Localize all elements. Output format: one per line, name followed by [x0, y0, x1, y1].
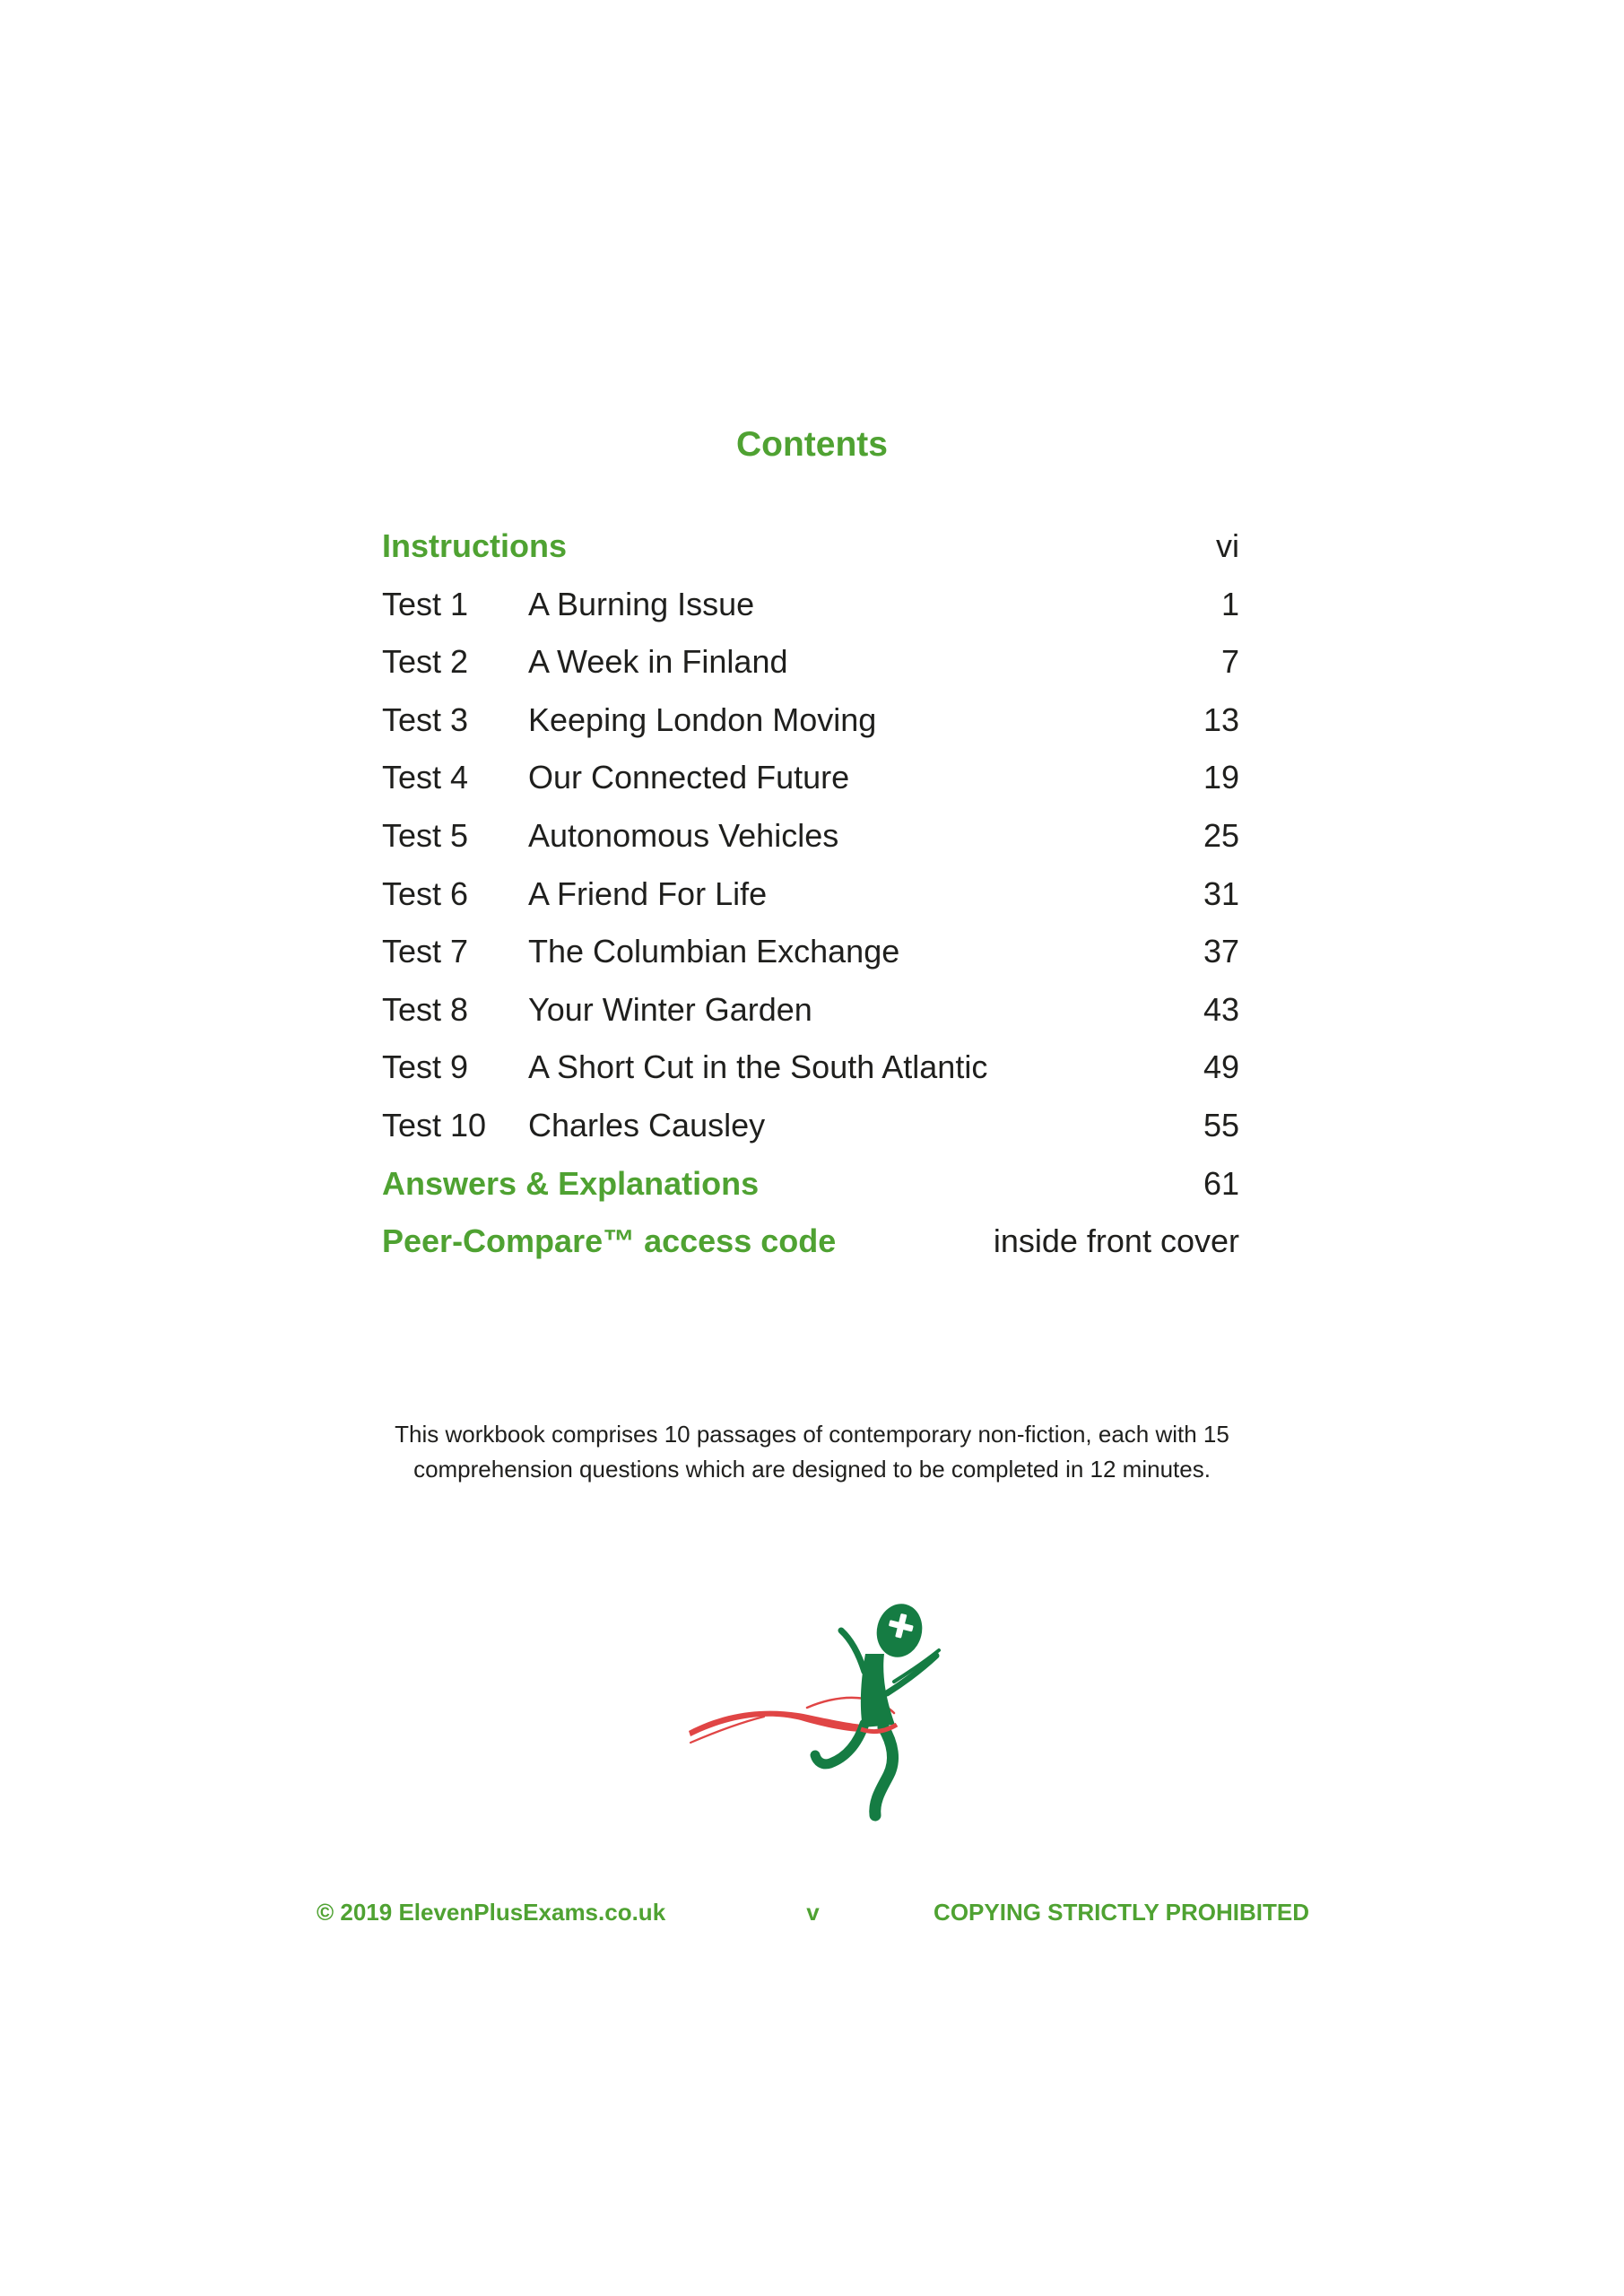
toc-entry-title: Autonomous Vehicles: [528, 816, 839, 854]
plus-head-icon: [871, 1599, 927, 1662]
toc-row-test-4: [382, 749, 1239, 807]
toc-entry-label: Test 10: [382, 1106, 487, 1144]
workbook-description: [0, 1417, 1624, 1487]
toc-entry-label: Test 8: [382, 990, 469, 1028]
toc-row-test-9: [382, 1039, 1239, 1097]
toc-row-test-10: [382, 1097, 1239, 1155]
toc-entry-label: Test 6: [382, 874, 469, 912]
toc-row-test-3: [382, 691, 1239, 750]
toc-entry-title: Keeping London Moving: [528, 700, 877, 738]
toc-entry-title: Charles Causley: [528, 1106, 766, 1144]
toc-entry-page: 37: [1203, 933, 1239, 970]
toc-entry-page: vi: [1216, 527, 1239, 564]
toc-entry-label: Answers & Explanations: [382, 1164, 760, 1202]
toc-entry-page: 7: [1220, 643, 1239, 681]
toc-row-test-1: [382, 576, 1239, 634]
workbook-description-line2: comprehension questions which are designed to be completed in 12 minutes.: [413, 1456, 1211, 1483]
toc-entry-label: Test 1: [382, 585, 469, 622]
toc-entry-title: A Short Cut in the South Atlantic: [528, 1048, 988, 1086]
toc-entry-title: The Columbian Exchange: [528, 933, 900, 970]
toc-entry-page: 25: [1203, 816, 1239, 854]
page-title: Contents: [736, 425, 888, 464]
page-footer: [317, 1899, 1309, 1926]
toc-row-test-2: [382, 633, 1239, 691]
toc-row-test-6: [382, 865, 1239, 924]
toc-entry-label: Test 5: [382, 816, 469, 854]
toc-entry-title: A Week in Finland: [528, 643, 788, 681]
toc-row-test-5: [382, 807, 1239, 865]
toc-entry-label: Test 9: [382, 1048, 469, 1086]
footer-copyright: © 2019 ElevenPlusExams.co.uk: [317, 1899, 666, 1926]
table-of-contents: [382, 517, 1239, 1271]
toc-row-instructions: [382, 517, 1239, 576]
toc-entry-title: Your Winter Garden: [528, 990, 812, 1028]
toc-row-peer-compare: [382, 1213, 1239, 1271]
toc-row-test-7: [382, 923, 1239, 981]
toc-entry-label: Test 4: [382, 759, 469, 796]
footer-copy-notice: COPYING STRICTLY PROHIBITED: [934, 1899, 1309, 1926]
toc-row-test-8: [382, 981, 1239, 1039]
toc-entry-page: 61: [1203, 1164, 1239, 1202]
toc-entry-title: A Friend For Life: [528, 874, 768, 912]
toc-entry-label: Instructions: [382, 527, 568, 564]
toc-entry-label: Test 2: [382, 643, 469, 681]
toc-entry-page: 1: [1220, 585, 1239, 622]
toc-entry-page: inside front cover: [993, 1222, 1239, 1260]
toc-entry-title: Our Connected Future: [528, 759, 850, 796]
toc-entry-page: 19: [1203, 759, 1239, 796]
toc-entry-title: A Burning Issue: [528, 585, 755, 622]
toc-entry-page: 49: [1203, 1048, 1239, 1086]
toc-entry-label: Test 7: [382, 933, 469, 970]
toc-entry-page: 55: [1203, 1106, 1239, 1144]
runner-logo-icon: [678, 1578, 947, 1848]
toc-entry-label: Test 3: [382, 700, 469, 738]
elevenplusexams-runner-logo: [678, 1578, 947, 1848]
toc-entry-page: 43: [1203, 990, 1239, 1028]
toc-row-answers: [382, 1155, 1239, 1213]
toc-entry-label: Peer-Compare™ access code: [382, 1222, 837, 1260]
toc-entry-page: 31: [1203, 874, 1239, 912]
workbook-description-line1: This workbook comprises 10 passages of contemporary non-fiction, each with 15: [395, 1421, 1229, 1448]
toc-entry-page: 13: [1203, 700, 1239, 738]
footer-page-number: v: [806, 1899, 820, 1926]
